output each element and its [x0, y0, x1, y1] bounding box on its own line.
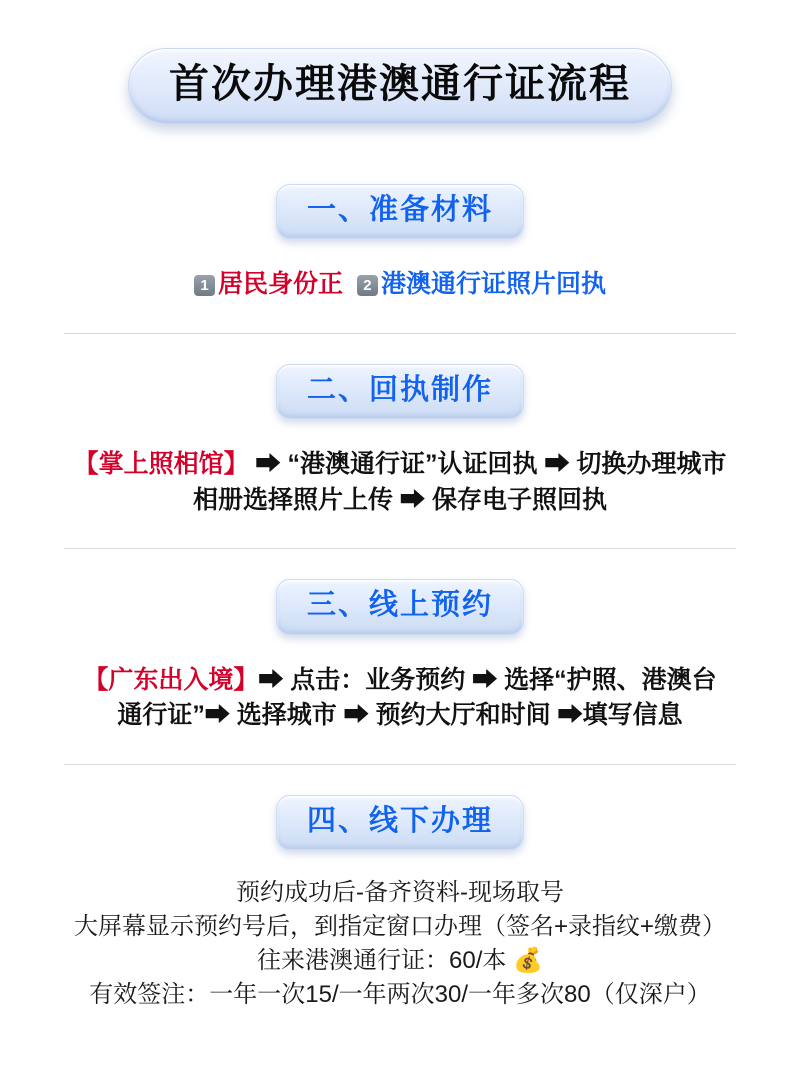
section-2-heading: 二、回执制作: [306, 373, 493, 406]
section-4-line-4: 有效签注：一年一次15/一年两次30/一年多次80（仅深户）: [89, 981, 711, 1009]
section-1-heading: 一、准备材料: [306, 194, 493, 226]
section-online-appointment: [30, 579, 770, 733]
material-2-label: 港澳通行证照片回执: [380, 270, 606, 299]
title-pill: [128, 48, 672, 124]
section-4-heading-pill: [276, 795, 524, 850]
section-3-line-1-rest: ➡ 点击：业务预约 ➡ 选择“护照、港澳台: [258, 665, 717, 694]
page-title: 首次办理港澳通行证流程: [169, 62, 631, 106]
material-badge-1: 1: [194, 275, 215, 296]
section-3-heading: 三、线上预约: [306, 589, 493, 622]
section-1-heading-pill: [276, 184, 524, 239]
section-3-line-2: 通行证”➡ 选择城市 ➡ 预约大厅和时间 ➡填写信息: [117, 701, 683, 730]
section-3-body: [30, 663, 770, 734]
section-receipt-making: [30, 364, 770, 518]
divider-1: [64, 333, 736, 334]
title-banner: [30, 48, 770, 124]
section-1-body: [30, 267, 770, 303]
section-4-body: [30, 876, 770, 1012]
section-3-heading-pill: [276, 579, 524, 634]
section-4-line-1: 预约成功后-备齐资料-现场取号: [236, 878, 564, 906]
section-2-line-2: 相册选择照片上传 ➡ 保存电子照回执: [193, 485, 607, 514]
material-badge-2: 2: [357, 275, 378, 296]
divider-3: [64, 764, 736, 765]
materials-line: [30, 267, 770, 303]
section-3-line-1: [30, 663, 770, 699]
divider-2: [64, 548, 736, 549]
section-4-heading: 四、线下办理: [306, 804, 493, 837]
app-name-photo-studio: 【掌上照相馆】: [73, 450, 249, 479]
section-2-line-1: [30, 447, 770, 483]
material-1-label: 居民身份正: [218, 270, 344, 299]
section-2-body: [30, 447, 770, 518]
section-4-line-2: 大屏幕显示预约号后，到指定窗口办理（签名+录指纹+缴费）: [73, 912, 727, 940]
section-4-line-3: 往来港澳通行证：60/本 💰: [257, 947, 543, 975]
section-2-heading-pill: [276, 364, 524, 419]
section-offline-processing: [30, 795, 770, 1013]
app-name-guangdong-immigration: 【广东出入境】: [83, 665, 259, 694]
section-prepare-materials: [30, 184, 770, 303]
section-2-line-1-rest: ➡ “港澳通行证”认证回执 ➡ 切换办理城市: [248, 450, 727, 479]
